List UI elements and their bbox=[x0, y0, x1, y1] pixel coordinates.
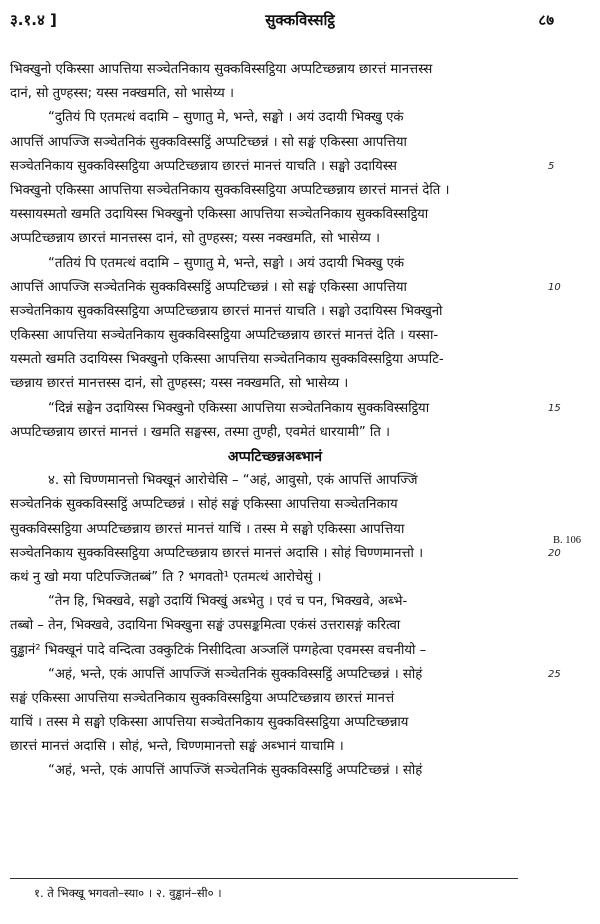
text-line: ४. सो चिण्णमानत्तो भिक्खूनं आरोचेसि – “अहं, आवुसो, एकं आपत्तिं आपज्जिं bbox=[48, 473, 418, 489]
section-number: ३.१.४ ] bbox=[10, 11, 57, 29]
page-number: ८७ bbox=[538, 11, 554, 29]
section-heading: अप्पटिच्छन्नअब्भानं bbox=[227, 449, 323, 465]
text-line: “ततियं पि एतमत्थं वदामि – सुणातु मे, भन्ते, सङ्घो । अयं उदायी भिक्खु एकं bbox=[48, 255, 405, 271]
text-line: आपत्तिं आपज्जि सञ्चेतनिकं सुक्कविस्सट्ठिं अप्पटिच्छन्नं । सो सङ्घं एकिस्सा आपत्तिया bbox=[10, 134, 407, 150]
text-line: सङ्घं एकिस्सा आपत्तिया सञ्चेतनिकाय सुक्कविस्सट्ठिया अप्पटिच्छन्नाय छारत्तं मानत्तं bbox=[10, 690, 395, 706]
text-line: च्छन्नाय छारत्तं मानत्तस्स दानं, सो तुण्हस्स; यस्स नक्खमति, सो भासेय्य । bbox=[10, 376, 349, 392]
text-line: एकिस्सा आपत्तिया सञ्चेतनिकाय सुक्कविस्सट्ठिया अप्पटिच्छन्नाय छारत्तं मानत्तं देति । यस्सा- bbox=[10, 328, 439, 344]
text-line: आपत्तिं आपज्जि सञ्चेतनिकं सुक्कविस्सट्ठिं अप्पटिच्छन्नं । सो सङ्घं एकिस्सा आपत्तिया bbox=[10, 279, 407, 295]
line-number: 25 bbox=[548, 669, 561, 680]
footnote: १. ते भिक्खू भगवतो–स्या० । २. वुड्ढानं–सी० । bbox=[34, 886, 222, 900]
text-line: तब्बो – तेन, भिक्खवे, उदायिना भिक्खुना सङ्घं उपसङ्कमित्वा एकंसं उत्तरासङ्गं करित्वा bbox=[10, 618, 401, 634]
text-line: “दिन्नं सङ्घेन उदायिस्स भिक्खुनो एकिस्सा आपत्तिया सञ्चेतनिकाय सुक्कविस्सट्ठिया bbox=[48, 400, 430, 416]
running-title: सुक्कविस्सट्ठि bbox=[265, 11, 335, 29]
text-line: सञ्चेतनिकाय सुक्कविस्सट्ठिया अप्पटिच्छन्नाय छारत्तं मानत्तं याचति । सङ्घो उदायिस्स bbox=[10, 158, 397, 174]
text-line: सञ्चेतनिकाय सुक्कविस्सट्ठिया अप्पटिच्छन्नाय छारत्तं मानत्तं अदासि । सोहं चिण्णमानत्तो । bbox=[10, 545, 424, 561]
line-number: 20 bbox=[548, 548, 561, 559]
text-line: “अहं, भन्ते, एकं आपत्तिं आपज्जिं सञ्चेतनिकं सुक्कविस्सट्ठिं अप्पटिच्छन्नं । सोहं bbox=[48, 763, 423, 779]
line-number: 5 bbox=[548, 160, 555, 172]
text-line: “तेन हि, भिक्खवे, सङ्घो उदायिं भिक्खुं अब्भेतु । एवं च पन, भिक्खवे, अब्भे- bbox=[48, 594, 408, 610]
text-line: अप्पटिच्छन्नाय छारत्तं मानत्तस्स दानं, सो तुण्हस्स; यस्स नक्खमति, सो भासेय्य । bbox=[10, 231, 380, 247]
text-line: भिक्खुनो एकिस्सा आपत्तिया सञ्चेतनिकाय सुक्कविस्सट्ठिया अप्पटिच्छन्नाय छारत्तं मानत्तं देति । bbox=[10, 182, 450, 198]
margin-reference: B. 106 bbox=[553, 535, 582, 546]
text-line: छारत्तं मानत्तं अदासि । सोहं, भन्ते, चिण्णमानत्तो सङ्घं अब्भानं याचामि । bbox=[10, 739, 344, 755]
line-number: 15 bbox=[548, 402, 561, 414]
text-line: सञ्चेतनिकं सुक्कविस्सट्ठिं अप्पटिच्छन्नं । सोहं सङ्घं एकिस्सा आपत्तिया सञ्चेतनिकाय bbox=[10, 497, 398, 513]
text-line: सुक्कविस्सट्ठिया अप्पटिच्छन्नाय छारत्तं मानत्तं याचिं । तस्स मे सङ्घो एकिस्सा आपत्तिया bbox=[10, 521, 405, 537]
text-line: कथं नु खो मया पटिपज्जितब्बं” ति ? भगवतो¹ एतमत्थं आरोचेसुं । bbox=[10, 569, 322, 585]
text-line: दानं, सो तुण्हस्स; यस्स नक्खमति, सो भासेय्य । bbox=[10, 86, 234, 102]
text-line: यस्सायस्मतो खमति उदायिस्स भिक्खुनो एकिस्सा आपत्तिया सञ्चेतनिकाय सुक्कविस्सट्ठिया bbox=[10, 207, 429, 223]
text-line: “अहं, भन्ते, एकं आपत्तिं आपज्जिं सञ्चेतनिकं सुक्कविस्सट्ठिं अप्पटिच्छन्नं । सोहं bbox=[48, 666, 423, 682]
text-line: सञ्चेतनिकाय सुक्कविस्सट्ठिया अप्पटिच्छन्नाय छारत्तं मानत्तं याचति । सङ्घो उदायिस्स भिक्खुनो bbox=[10, 303, 443, 319]
text-line: याचिं । तस्स मे सङ्घो एकिस्सा आपत्तिया सञ्चेतनिकाय सुक्कविस्सट्ठिया अप्पटिच्छन्नाय bbox=[10, 715, 409, 731]
text-line: यस्मतो खमति उदायिस्स भिक्खुनो एकिस्सा आपत्तिया सञ्चेतनिकाय सुक्कविस्सट्ठिया अप्पटि- bbox=[10, 352, 444, 368]
footnote-divider bbox=[10, 878, 518, 879]
text-line: वुड्ढानं² भिक्खूनं पादे वन्दित्वा उक्कुटिकं निसीदित्वा अञ्जलिं पग्गहेत्वा एवमस्स वचनीयो – bbox=[10, 642, 427, 658]
text-line: “दुतियं पि एतमत्थं वदामि – सुणातु मे, भन्ते, सङ्घो । अयं उदायी भिक्खु एकं bbox=[48, 110, 404, 126]
text-line: भिक्खुनो एकिस्सा आपत्तिया सञ्चेतनिकाय सुक्कविस्सट्ठिया अप्पटिच्छन्नाय छारत्तं मानत्तस्स bbox=[10, 62, 433, 77]
line-number: 10 bbox=[548, 281, 561, 293]
main-text bbox=[10, 58, 540, 784]
text-line: अप्पटिच्छन्नाय छारत्तं मानत्तं । खमति सङ्घस्स, तस्मा तुण्ही, एवमेतं धारयामी” ति । bbox=[10, 424, 391, 440]
